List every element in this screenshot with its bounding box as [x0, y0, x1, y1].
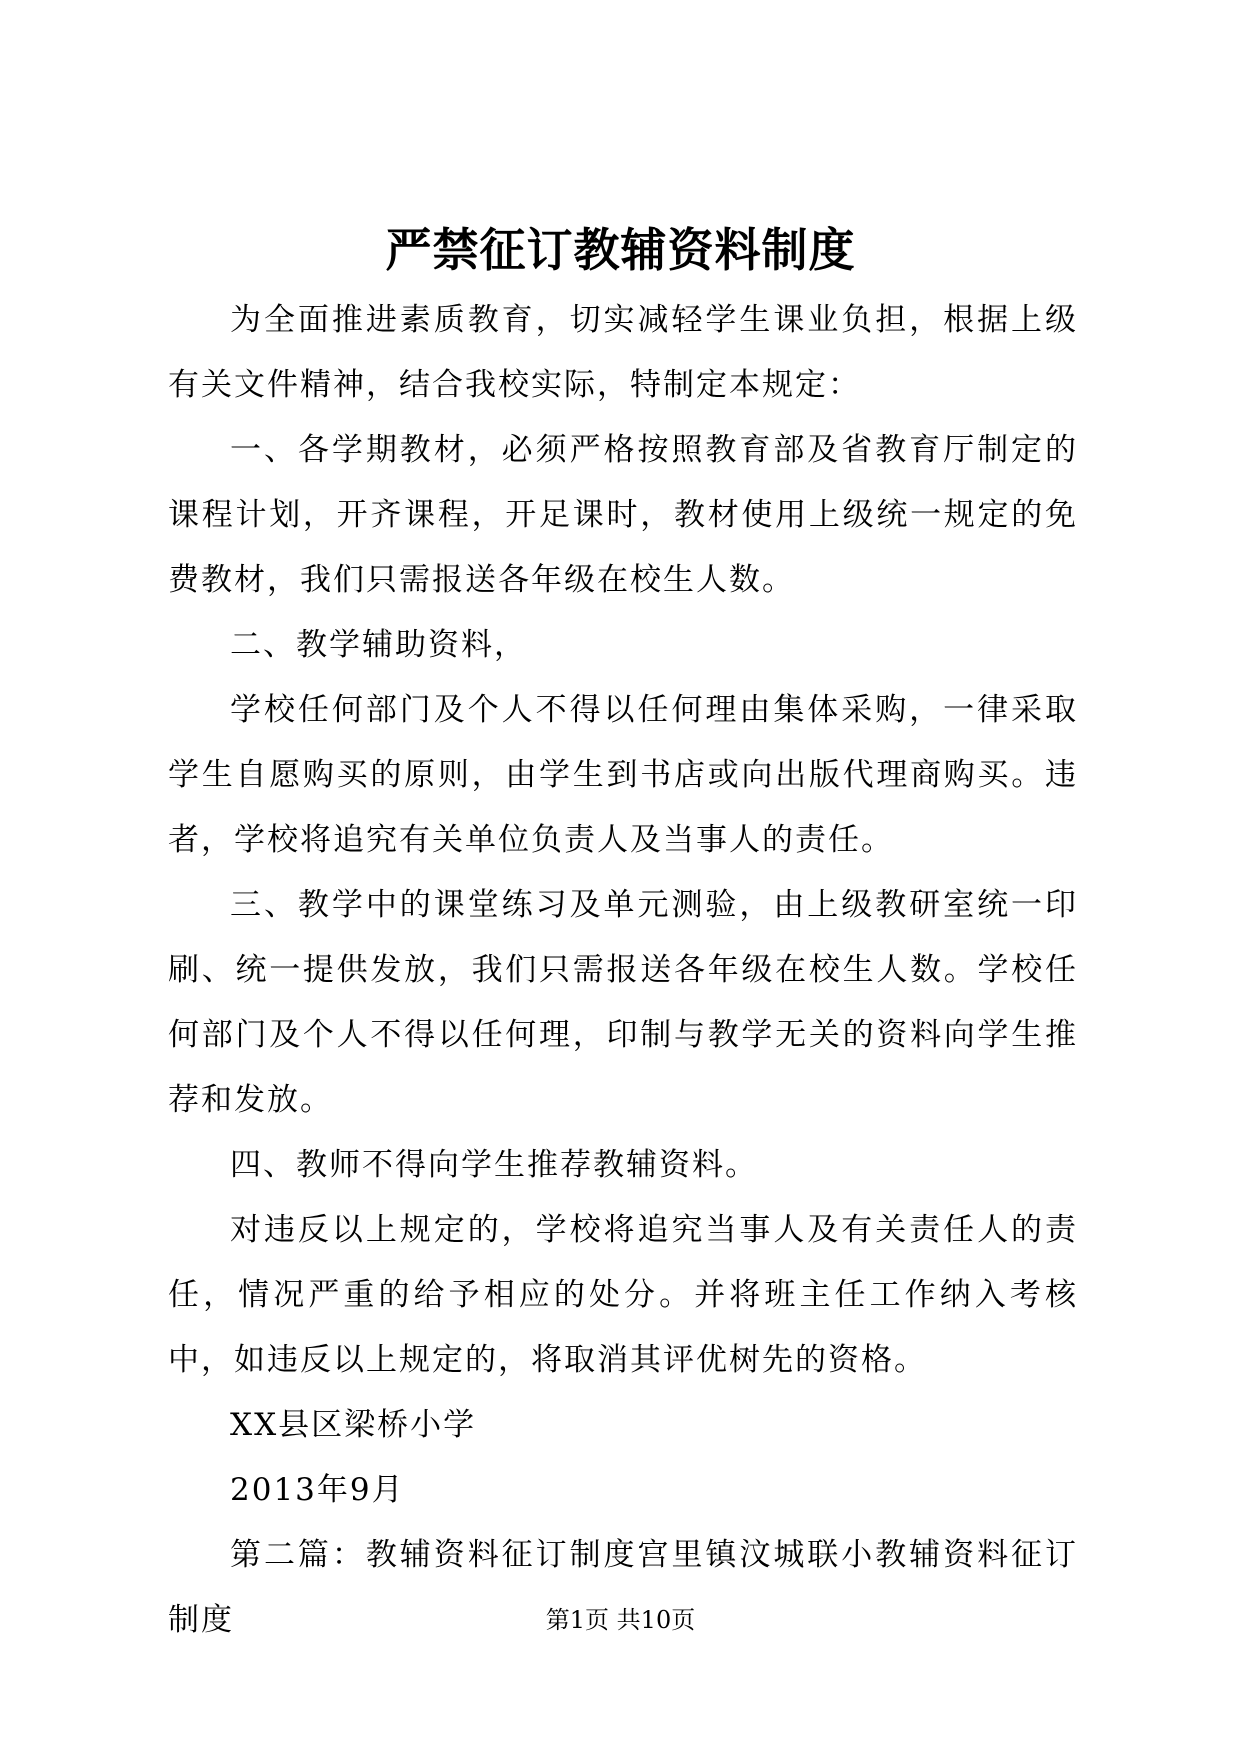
page-number-footer: 第1页 共10页 [545, 1606, 696, 1634]
paragraph-penalty: 对违反以上规定的，学校将追究当事人及有关责任人的责任，情况严重的给予相应的处分。并将班主任工作纳入考核中，如违反以上规定的，将取消其评优树先的资格。 [168, 1212, 1078, 1378]
document-title: 严禁征订教辅资料制度 [385, 223, 856, 277]
paragraph-rule-3: 三、教学中的课堂练习及单元测验，由上级教研室统一印刷、统一提供发放，我们只需报送各年级在校生人数。学校任何部门及个人不得以任何理，印制与教学无关的资料向学生推荐和发放。 [168, 887, 1078, 1118]
signature-school: XX县区梁桥小学 [230, 1407, 477, 1443]
paragraph-rule-2-heading: 二、教学辅助资料， [230, 627, 527, 663]
paragraph-rule-1: 一、各学期教材，必须严格按照教育部及省教育厅制定的课程计划，开齐课程，开足课时，教材使用上级统一规定的免费教材，我们只需报送各年级在校生人数。 [168, 432, 1078, 598]
paragraph-rule-2-detail: 学校任何部门及个人不得以任何理由集体采购，一律采取学生自愿购买的原则，由学生到书店或向出版代理商购买。违者，学校将追究有关单位负责人及当事人的责任。 [168, 692, 1078, 858]
signature-date: 2013年9月 [230, 1472, 405, 1508]
paragraph-second-article: 第二篇：教辅资料征订制度宫里镇汶城联小教辅资料征订制度 [168, 1537, 1078, 1638]
paragraph-rule-4: 四、教师不得向学生推荐教辅资料。 [230, 1147, 758, 1183]
paragraph-intro: 为全面推进素质教育，切实减轻学生课业负担，根据上级有关文件精神，结合我校实际，特制定本规定： [168, 302, 1078, 403]
document-body [168, 288, 1078, 1653]
